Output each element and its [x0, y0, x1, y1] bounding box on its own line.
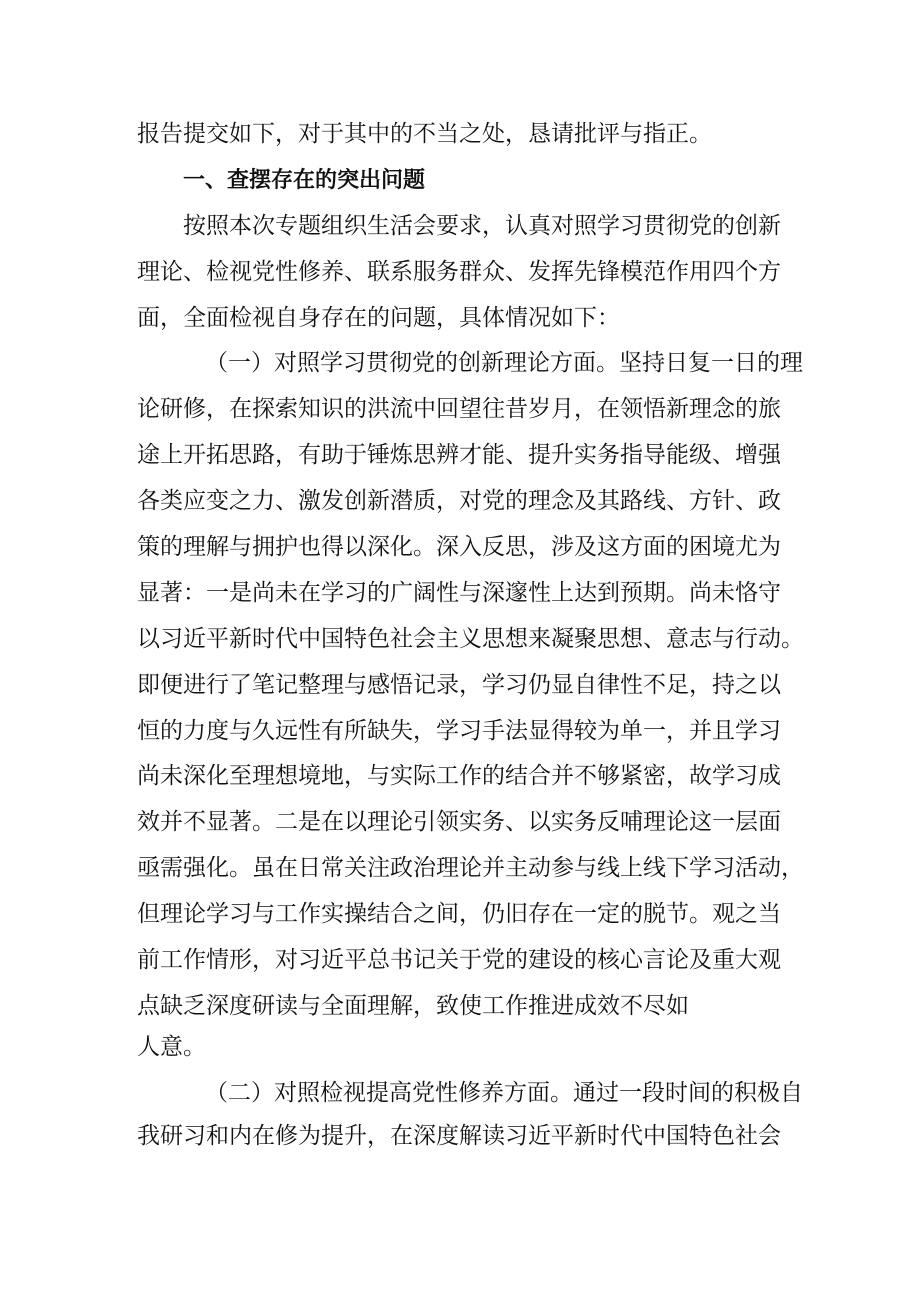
- text-line: 论研修，在探索知识的洪流中回望往昔岁月，在领悟新理念的旅: [137, 396, 781, 423]
- text-line: 效并不显著。二是在以理论引领实务、以实务反哺理论这一层面: [137, 809, 781, 836]
- text-line: 策的理解与拥护也得以深化。深入反思，涉及这方面的困境尤为: [137, 534, 781, 561]
- text-line: 理论、检视党性修养、联系服务群众、发挥先锋模范作用四个方: [137, 258, 781, 285]
- text-line: 即便进行了笔记整理与感悟记录，学习仍显自律性不足，持之以: [137, 671, 781, 698]
- text-line: 面，全面检视自身存在的问题，具体情况如下：: [137, 304, 620, 331]
- text-line: 报告提交如下，对于其中的不当之处，恳请批评与指正。: [137, 121, 712, 147]
- text-line: 显著：一是尚未在学习的广阔性与深邃性上达到预期。尚未恪守: [137, 579, 781, 606]
- paragraph-first-line: 按照本次专题组织生活会要求，认真对照学习贯彻党的创新: [183, 212, 781, 239]
- document-body: [137, 112, 804, 1160]
- text-line: 人意。: [137, 1033, 206, 1060]
- text-line: 点缺乏深度研读与全面理解，致使工作推进成效不尽如: [137, 992, 689, 1019]
- text-line: 尚未深化至理想境地，与实际工作的结合并不够紧密，故学习成: [137, 763, 781, 790]
- text-line: 各类应变之力、激发创新潜质，对党的理念及其路线、方针、政: [137, 488, 781, 515]
- text-line: 我研习和内在修为提升，在深度解读习近平新时代中国特色社会: [137, 1122, 781, 1149]
- text-line: 亟需强化。虽在日常关注政治理论并主动参与线上线下学习活动，: [137, 855, 804, 882]
- paragraph-first-line: （一）对照学习贯彻党的创新理论方面。坚持日复一日的理: [205, 350, 803, 377]
- text-line: 途上开拓思路，有助于锤炼思辨才能、提升实务指导能级、增强: [137, 442, 781, 469]
- text-line: 以习近平新时代中国特色社会主义思想来凝聚思想、意志与行动。: [137, 625, 804, 652]
- section-heading: 一、查摆存在的突出问题: [183, 167, 426, 193]
- text-line: 前工作情形，对习近平总书记关于党的建设的核心言论及重大观: [137, 947, 781, 974]
- text-line: 恒的力度与久远性有所缺失，学习手法显得较为单一，并且学习: [137, 717, 781, 744]
- paragraph-first-line: （二）对照检视提高党性修养方面。通过一段时间的积极自: [205, 1079, 803, 1106]
- text-line: 但理论学习与工作实操结合之间，仍旧存在一定的脱节。观之当: [137, 901, 781, 928]
